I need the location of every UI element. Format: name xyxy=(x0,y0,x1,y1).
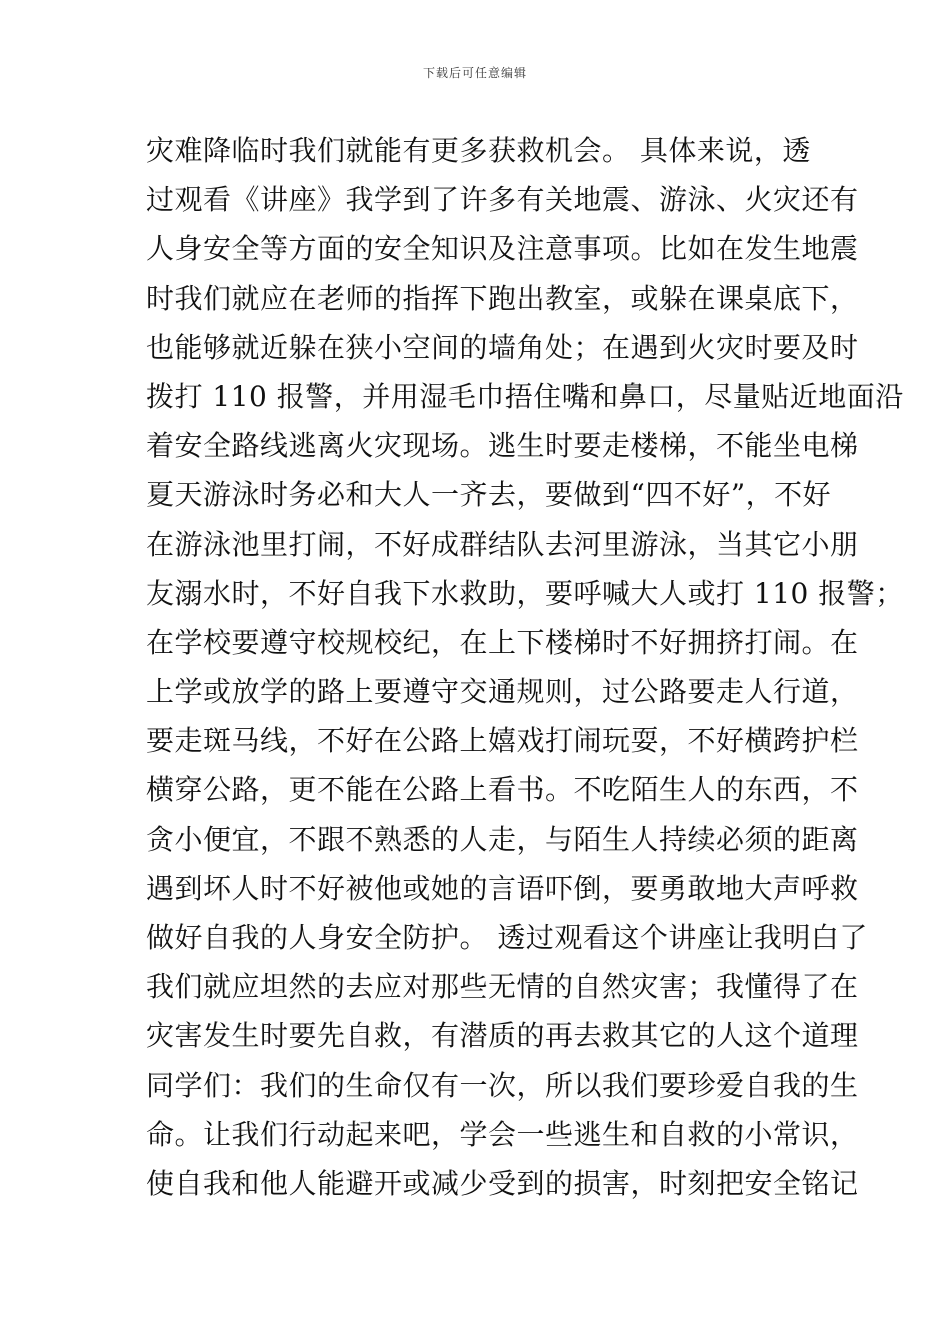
text-line: 也能够就近躲在狭小空间的墙角处；在遇到火灾时要及时 xyxy=(146,330,859,364)
text-line: 上学或放学的路上要遵守交通规则，过公路要走人行道， xyxy=(146,675,859,709)
text-line: 灾害发生时要先自救，有潜质的再去救其它的人这个道理 xyxy=(146,1019,859,1053)
document-body xyxy=(146,126,904,1208)
text-line: 在学校要遵守校规校纪，在上下楼梯时不好拥挤打闹。在 xyxy=(146,625,859,659)
text-line: 夏天游泳时务必和大人一齐去，要做到“四不好”，不好 xyxy=(146,478,832,512)
text-line: 人身安全等方面的安全知识及注意事项。比如在发生地震 xyxy=(146,232,859,266)
text-line: 横穿公路，更不能在公路上看书。不吃陌生人的东西，不 xyxy=(146,773,859,807)
text-line: 着安全路线逃离火灾现场。逃生时要走楼梯，不能坐电梯 xyxy=(146,429,859,463)
text-line: 灾难降临时我们就能有更多获救机会。 具体来说，透 xyxy=(146,134,811,167)
text-line: 我们就应坦然的去应对那些无情的自然灾害；我懂得了在 xyxy=(146,970,859,1004)
text-line: 遇到坏人时不好被他或她的言语吓倒，要勇敢地大声呼救 xyxy=(146,871,859,905)
text-line: 同学们：我们的生命仅有一次，所以我们要珍爱自我的生 xyxy=(146,1068,859,1102)
text-line: 要走斑马线，不好在公路上嬉戏打闹玩耍，不好横跨护栏 xyxy=(146,724,859,758)
text-line: 在游泳池里打闹，不好成群结队去河里游泳，当其它小朋 xyxy=(146,527,859,561)
text-line: 时我们就应在老师的指挥下跑出教室，或躲在课桌底下， xyxy=(146,281,859,315)
text-line: 贪小便宜，不跟不熟悉的人走，与陌生人持续必须的距离 xyxy=(146,822,859,856)
text-line: 命。让我们行动起来吧，学会一些逃生和自救的小常识， xyxy=(146,1117,859,1151)
text-line: 使自我和他人能避开或减少受到的损害，时刻把安全铭记 xyxy=(146,1166,859,1200)
text-line: 拨打 110 报警，并用湿毛巾捂住嘴和鼻口，尽量贴近地面沿 xyxy=(146,379,904,413)
text-line: 做好自我的人身安全防护。 透过观看这个讲座让我明白了 xyxy=(146,921,868,954)
text-line: 过观看《讲座》我学到了许多有关地震、游泳、火灾还有 xyxy=(146,183,859,217)
page-header: 下载后可任意编辑 xyxy=(422,66,527,80)
text-line: 友溺水时，不好自我下水救助，要呼喊大人或打 110 报警； xyxy=(146,576,904,610)
